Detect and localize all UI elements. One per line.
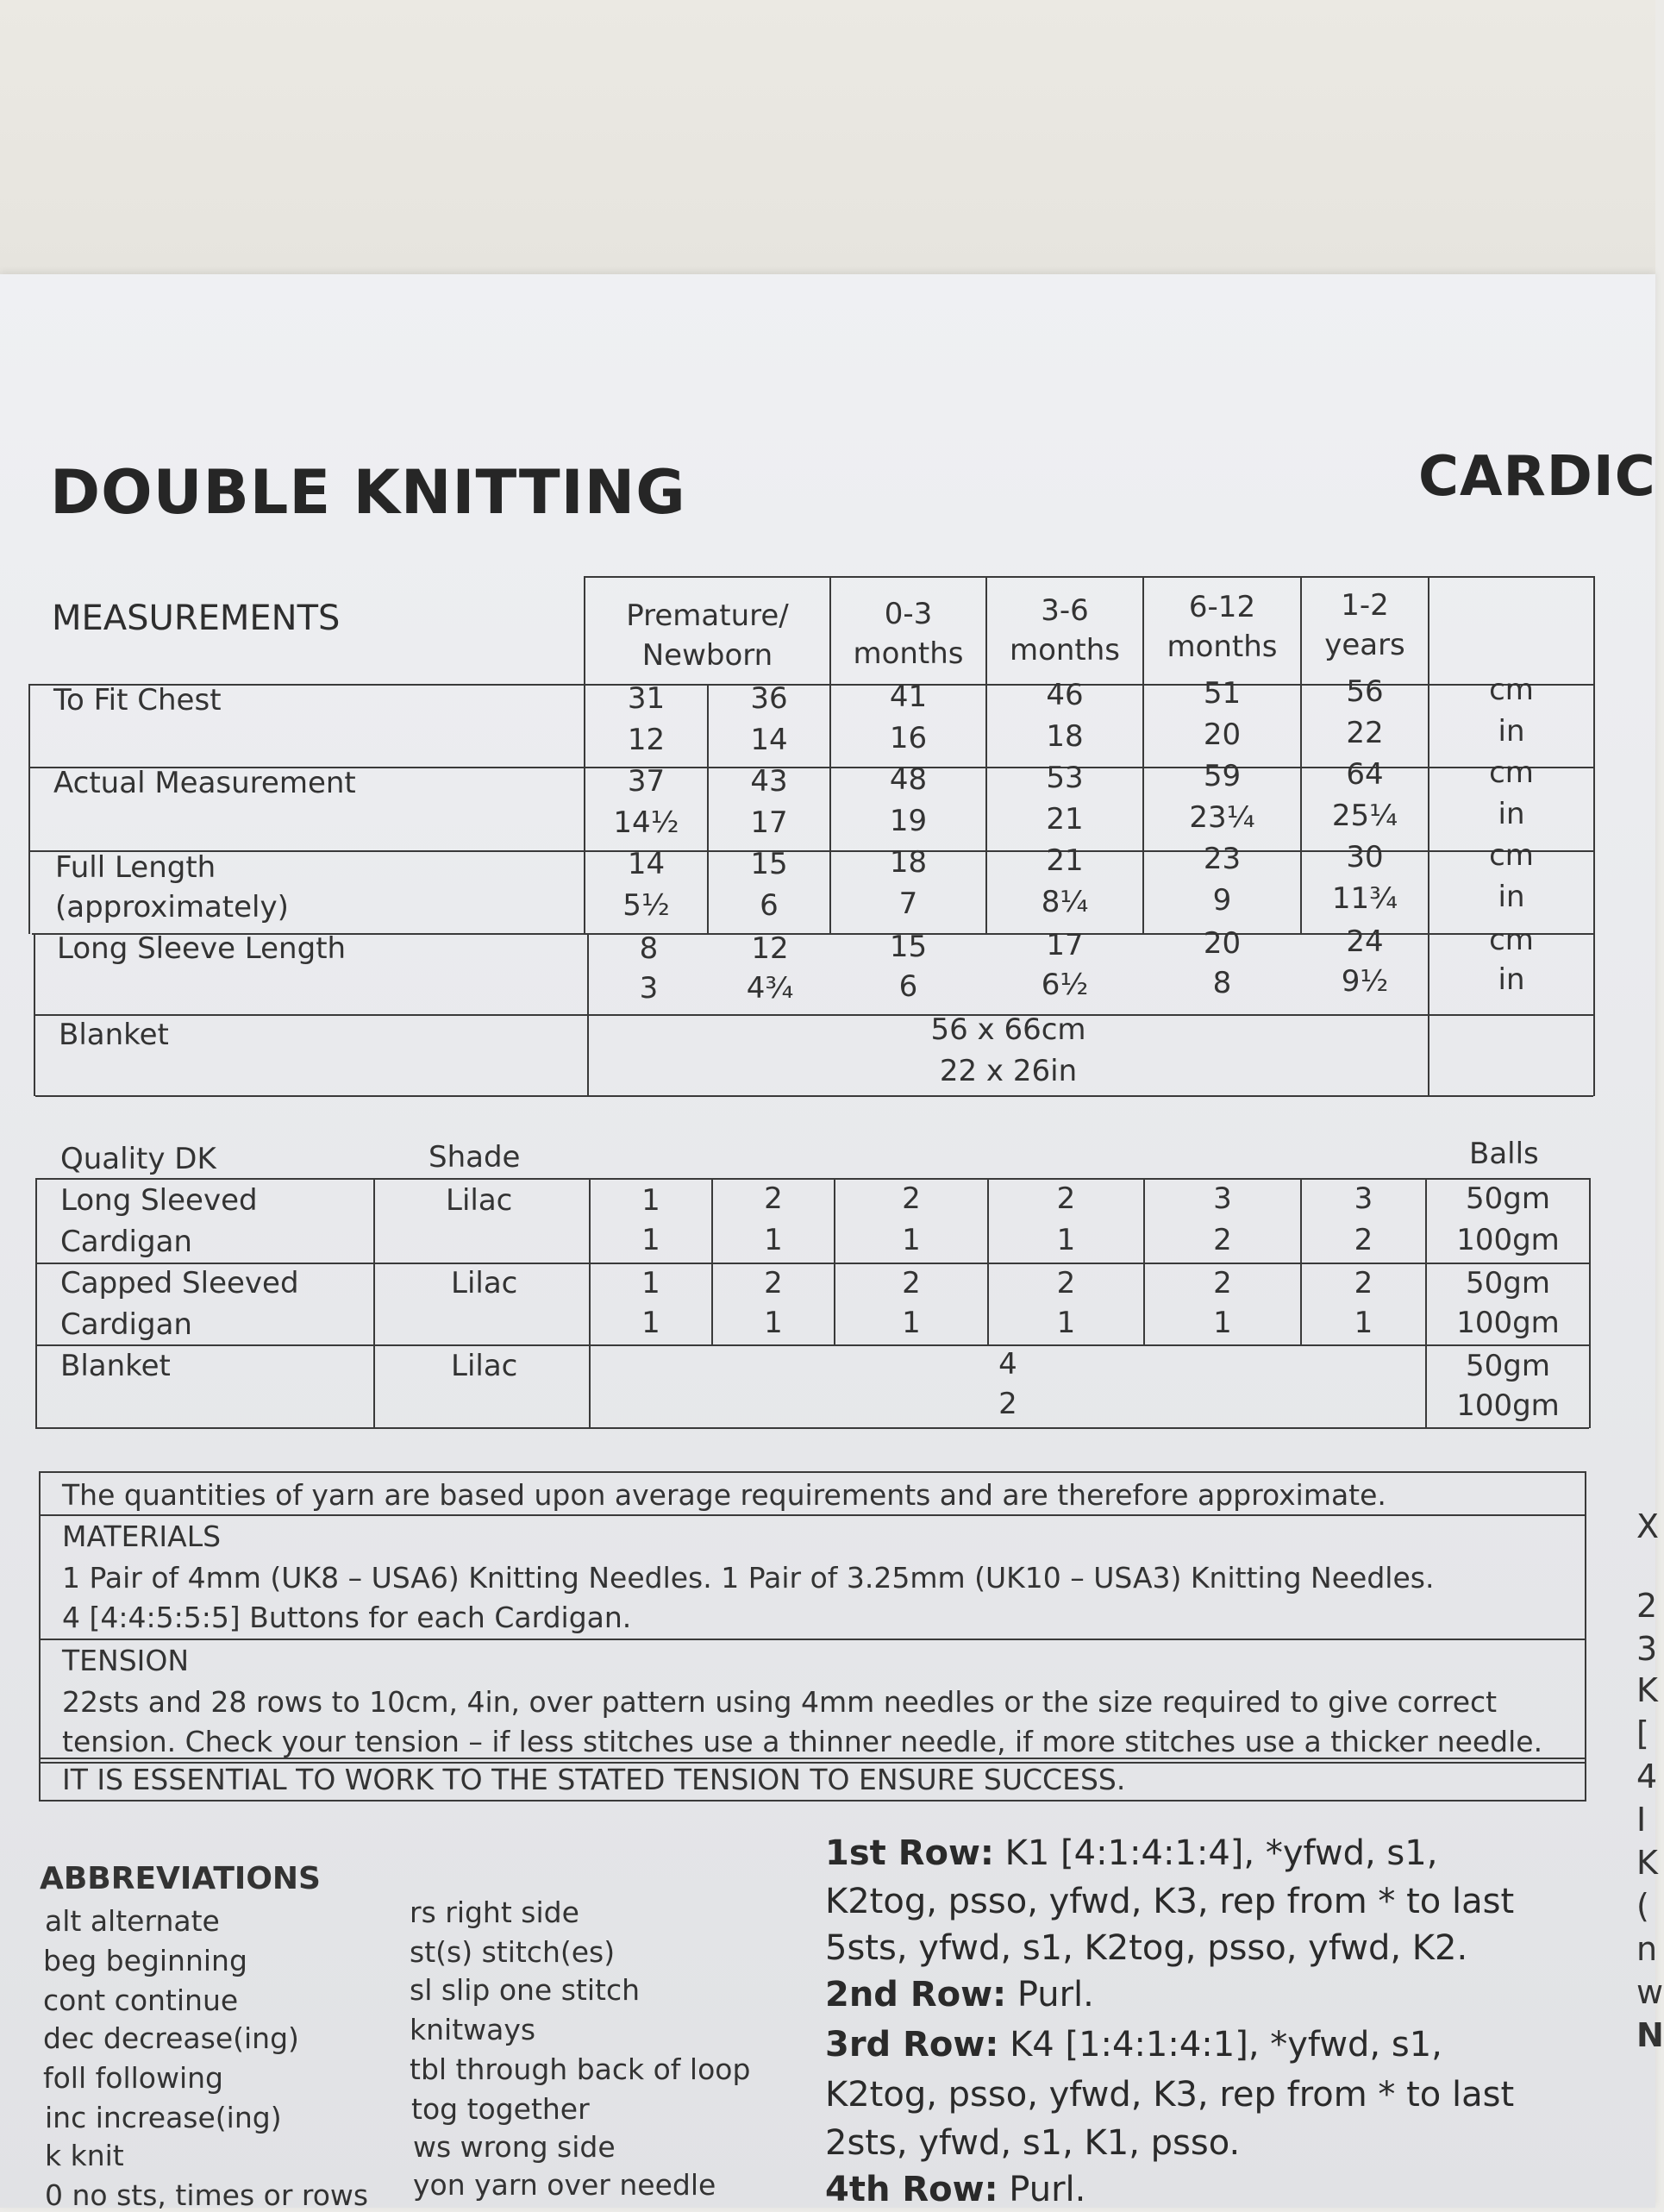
value-in: 9½ — [1341, 964, 1389, 999]
abbreviation-item: foll following — [43, 2061, 223, 2095]
table-rule — [39, 1800, 1586, 1802]
value-cm: 31 — [627, 681, 666, 716]
balls-100gm: 1 — [1056, 1306, 1076, 1340]
unit-label: in — [1498, 962, 1525, 997]
value-in: 5½ — [622, 888, 670, 923]
balls-100gm: 1 — [764, 1223, 783, 1257]
abbreviation-item: inc increase(ing) — [45, 2101, 282, 2134]
table-rule — [1593, 576, 1595, 1096]
balls-50gm: 3 — [1354, 1181, 1373, 1216]
row-label-sub: Cardigan — [60, 1225, 192, 1259]
value-in: 6 — [760, 888, 779, 923]
edge-fragment: 3 — [1636, 1630, 1658, 1668]
value-cm: 24 — [1346, 924, 1384, 959]
tension-heading: TENSION — [62, 1644, 190, 1677]
value-cm: 15 — [889, 930, 928, 964]
row-label-sub: Cardigan — [60, 1307, 192, 1342]
balls-100gm: 2 — [998, 1387, 1017, 1421]
tension-essential: IT IS ESSENTIAL TO WORK TO THE STATED TENSION TO ENSURE SUCCESS. — [62, 1763, 1126, 1796]
shade-value: Lilac — [446, 1183, 513, 1218]
balls-50gm: 4 — [998, 1347, 1017, 1382]
value-in: 19 — [889, 804, 928, 838]
materials-buttons: 4 [4:4:5:5:5] Buttons for each Cardigan. — [62, 1601, 632, 1634]
table-rule — [28, 684, 30, 934]
abbreviation-item: beg beginning — [43, 1944, 247, 1977]
balls-100gm: 1 — [1354, 1306, 1373, 1340]
size-header-5-line1: 1-2 — [1341, 588, 1389, 623]
value-cm: 51 — [1203, 676, 1242, 711]
abbreviations-heading: ABBREVIATIONS — [40, 1861, 321, 1896]
value-cm: 37 — [627, 764, 666, 799]
value-cm: 30 — [1346, 840, 1384, 874]
abbreviation-item: dec decrease(ing) — [43, 2021, 299, 2055]
abbreviation-item: knitways — [410, 2013, 536, 2046]
balls-50gm: 2 — [764, 1181, 783, 1216]
pattern-row: 2sts, yfwd, s1, K1, psso. — [825, 2123, 1241, 2163]
table-rule — [1585, 1740, 1586, 1801]
row-label: Long Sleeved — [60, 1183, 258, 1218]
abbreviation-item: st(s) stitch(es) — [410, 1935, 616, 1969]
pattern-page — [0, 274, 1664, 2212]
table-rule — [39, 1514, 1586, 1516]
tension-line-1: 22sts and 28 rows to 10cm, 4in, over pattern using 4mm needles or the size required to give correct — [62, 1685, 1498, 1719]
value-in: 12 — [627, 723, 666, 757]
balls-100gm: 1 — [641, 1223, 660, 1257]
edge-fragment: I — [1636, 1801, 1647, 1839]
table-rule — [35, 1344, 1591, 1346]
value-cm: 21 — [1046, 843, 1084, 878]
balls-50gm: 2 — [1354, 1266, 1373, 1300]
balls-100gm: 2 — [1213, 1223, 1232, 1257]
shade-label: Shade — [429, 1140, 521, 1175]
size-header-1-line1: Premature/ — [626, 598, 789, 633]
pattern-row: 4th Row: Purl. — [825, 2170, 1086, 2209]
abbreviation-item: k knit — [45, 2139, 124, 2172]
value-in: 20 — [1203, 717, 1242, 752]
background-surface — [0, 0, 1655, 285]
ball-weight: 50gm — [1466, 1181, 1550, 1216]
balls-50gm: 3 — [1213, 1181, 1232, 1216]
value-cm: 14 — [627, 847, 666, 881]
yarn-quantities-note: The quantities of yarn are based upon average requirements and are therefore approximate. — [62, 1478, 1386, 1512]
pattern-row: K2tog, psso, yfwd, K3, rep from * to last — [825, 1882, 1515, 1921]
edge-fragment: w — [1636, 1973, 1664, 2011]
value-cm: 20 — [1203, 926, 1242, 961]
ball-weight: 100gm — [1456, 1306, 1560, 1340]
value-cm: 53 — [1046, 761, 1084, 795]
table-rule — [35, 1178, 37, 1428]
abbreviation-item: tbl through back of loop — [410, 2052, 751, 2086]
value-in: 6 — [898, 969, 918, 1004]
balls-100gm: 1 — [641, 1306, 660, 1340]
value-cm: 64 — [1346, 757, 1384, 792]
pattern-row: 3rd Row: K4 [1:4:1:4:1], *yfwd, s1, — [825, 2025, 1442, 2065]
value-cm: 17 — [1046, 928, 1084, 962]
size-header-1-line2: Newborn — [641, 638, 773, 673]
table-rule — [35, 1263, 1591, 1264]
value-in: 4¾ — [746, 971, 794, 1006]
quality-label: Quality DK — [60, 1142, 216, 1176]
value-cm: 15 — [750, 847, 788, 881]
row-label: Actual Measurement — [53, 766, 356, 800]
materials-needles: 1 Pair of 4mm (UK8 – USA6) Knitting Needles. 1 Pair of 3.25mm (UK10 – USA3) Knitting Needles. — [62, 1561, 1435, 1595]
unit-label: in — [1498, 880, 1525, 914]
unit-label: cm — [1489, 838, 1534, 873]
balls-100gm: 2 — [1354, 1223, 1373, 1257]
row-label: To Fit Chest — [53, 683, 222, 717]
table-rule — [1589, 1178, 1591, 1428]
balls-label: Balls — [1469, 1137, 1539, 1171]
size-header-2-line1: 0-3 — [884, 597, 933, 631]
value-cm: 18 — [889, 845, 928, 880]
value-in: 14½ — [613, 805, 679, 840]
size-header-5-line2: years — [1324, 628, 1405, 662]
value-cm: 56 — [1346, 674, 1384, 709]
balls-50gm: 1 — [641, 1266, 660, 1300]
value-in: 8¼ — [1041, 885, 1089, 919]
row-label: Blanket — [60, 1349, 171, 1383]
shade-value: Lilac — [451, 1349, 518, 1383]
edge-fragment: K — [1636, 1844, 1658, 1882]
value-cm: 8 — [639, 931, 659, 966]
ball-weight: 100gm — [1456, 1223, 1560, 1257]
size-header-2-line2: months — [853, 636, 964, 671]
row-label: Blanket — [59, 1018, 169, 1052]
table-rule — [35, 1427, 1589, 1429]
table-rule — [35, 1178, 1591, 1180]
abbreviation-item: sl slip one stitch — [410, 1973, 641, 2007]
row-label: Full Length — [55, 850, 216, 885]
tension-line-2: tension. Check your tension – if less stitches use a thinner needle, if more stitches use a thicker needle. — [62, 1725, 1543, 1758]
balls-50gm: 2 — [902, 1266, 921, 1300]
value-in: 18 — [1046, 719, 1084, 754]
table-rule — [584, 576, 1595, 578]
value-cm: 41 — [889, 680, 928, 714]
value-in: 16 — [889, 721, 928, 755]
row-label: Long Sleeve Length — [57, 931, 347, 966]
balls-50gm: 1 — [641, 1183, 660, 1218]
table-rule — [373, 1178, 375, 1428]
size-header-3-line1: 3-6 — [1041, 593, 1089, 628]
size-header-4-line2: months — [1167, 630, 1278, 664]
blanket-size-cm: 56 x 66cm — [930, 1012, 1086, 1047]
edge-fragment: X — [1636, 1507, 1660, 1545]
balls-50gm: 2 — [764, 1266, 783, 1300]
value-in: 3 — [639, 971, 659, 1006]
table-rule — [34, 933, 35, 1096]
value-in: 25¼ — [1331, 799, 1398, 833]
balls-100gm: 1 — [902, 1306, 921, 1340]
value-in: 22 — [1346, 716, 1384, 750]
value-in: 7 — [898, 887, 918, 921]
pattern-row: 5sts, yfwd, s1, K2tog, psso, yfwd, K2. — [825, 1928, 1468, 1968]
balls-50gm: 2 — [1213, 1266, 1232, 1300]
edge-fragment: 4 — [1636, 1758, 1658, 1795]
balls-100gm: 1 — [902, 1223, 921, 1257]
row-label-sub: (approximately) — [55, 890, 289, 924]
value-cm: 12 — [751, 931, 789, 966]
measurements-heading: MEASUREMENTS — [52, 598, 341, 638]
abbreviation-item: cont continue — [43, 1983, 239, 2017]
unit-label: cm — [1489, 755, 1534, 790]
balls-100gm: 1 — [1213, 1306, 1232, 1340]
value-cm: 59 — [1203, 759, 1242, 793]
pattern-row: K2tog, psso, yfwd, K3, rep from * to last — [825, 2075, 1515, 2115]
value-in: 9 — [1212, 883, 1232, 918]
size-header-4-line1: 6-12 — [1188, 590, 1256, 624]
value-cm: 46 — [1046, 678, 1084, 712]
edge-fragment: n — [1636, 1930, 1658, 1968]
abbreviation-item: alt alternate — [45, 1904, 220, 1938]
value-cm: 48 — [889, 762, 928, 797]
value-in: 11¾ — [1331, 881, 1398, 916]
edge-fragment: ( — [1636, 1887, 1649, 1925]
value-cm: 23 — [1203, 842, 1242, 876]
table-rule — [1428, 576, 1429, 1096]
edge-fragment: [ — [1636, 1714, 1649, 1752]
row-label: Capped Sleeved — [60, 1266, 299, 1300]
value-in: 8 — [1212, 966, 1232, 1000]
table-rule — [39, 1639, 1586, 1640]
balls-100gm: 1 — [1056, 1223, 1076, 1257]
balls-50gm: 2 — [1056, 1181, 1076, 1216]
value-in: 6½ — [1041, 968, 1089, 1002]
abbreviation-item: ws wrong side — [413, 2130, 616, 2164]
value-in: 23¼ — [1189, 800, 1255, 835]
unit-label: in — [1498, 714, 1525, 749]
unit-label: in — [1498, 797, 1525, 831]
edge-fragment: 2 — [1636, 1587, 1658, 1625]
ball-weight: 50gm — [1466, 1349, 1550, 1383]
table-rule — [35, 1095, 1593, 1097]
unit-label: cm — [1489, 923, 1534, 957]
abbreviation-item: rs right side — [410, 1896, 579, 1929]
abbreviation-item: yon yarn over needle — [413, 2168, 716, 2202]
edge-fragment: N — [1636, 2016, 1664, 2054]
balls-50gm: 2 — [902, 1181, 921, 1216]
unit-label: cm — [1489, 673, 1534, 707]
page-title: DOUBLE KNITTING — [50, 457, 686, 528]
size-header-3-line2: months — [1009, 633, 1121, 667]
abbreviation-item: 0 no sts, times or rows — [45, 2178, 369, 2212]
ball-weight: 100gm — [1456, 1388, 1560, 1423]
materials-heading: MATERIALS — [62, 1520, 222, 1553]
abbreviation-item: tog together — [411, 2092, 590, 2126]
pattern-row: 1st Row: K1 [4:1:4:1:4], *yfwd, s1, — [825, 1833, 1438, 1873]
right-page-title: CARDIC — [1418, 445, 1656, 509]
table-rule — [985, 576, 987, 934]
value-cm: 36 — [750, 681, 788, 716]
value-cm: 43 — [750, 764, 788, 799]
table-rule — [39, 1740, 41, 1801]
blanket-size-in: 22 x 26in — [939, 1054, 1078, 1088]
balls-100gm: 1 — [764, 1306, 783, 1340]
value-in: 17 — [750, 805, 788, 840]
pattern-row: 2nd Row: Purl. — [825, 1975, 1094, 2015]
balls-50gm: 2 — [1056, 1266, 1076, 1300]
ball-weight: 50gm — [1466, 1266, 1550, 1300]
shade-value: Lilac — [451, 1266, 518, 1300]
edge-fragment: K — [1636, 1671, 1658, 1709]
value-in: 14 — [750, 723, 788, 757]
value-in: 21 — [1046, 802, 1084, 837]
